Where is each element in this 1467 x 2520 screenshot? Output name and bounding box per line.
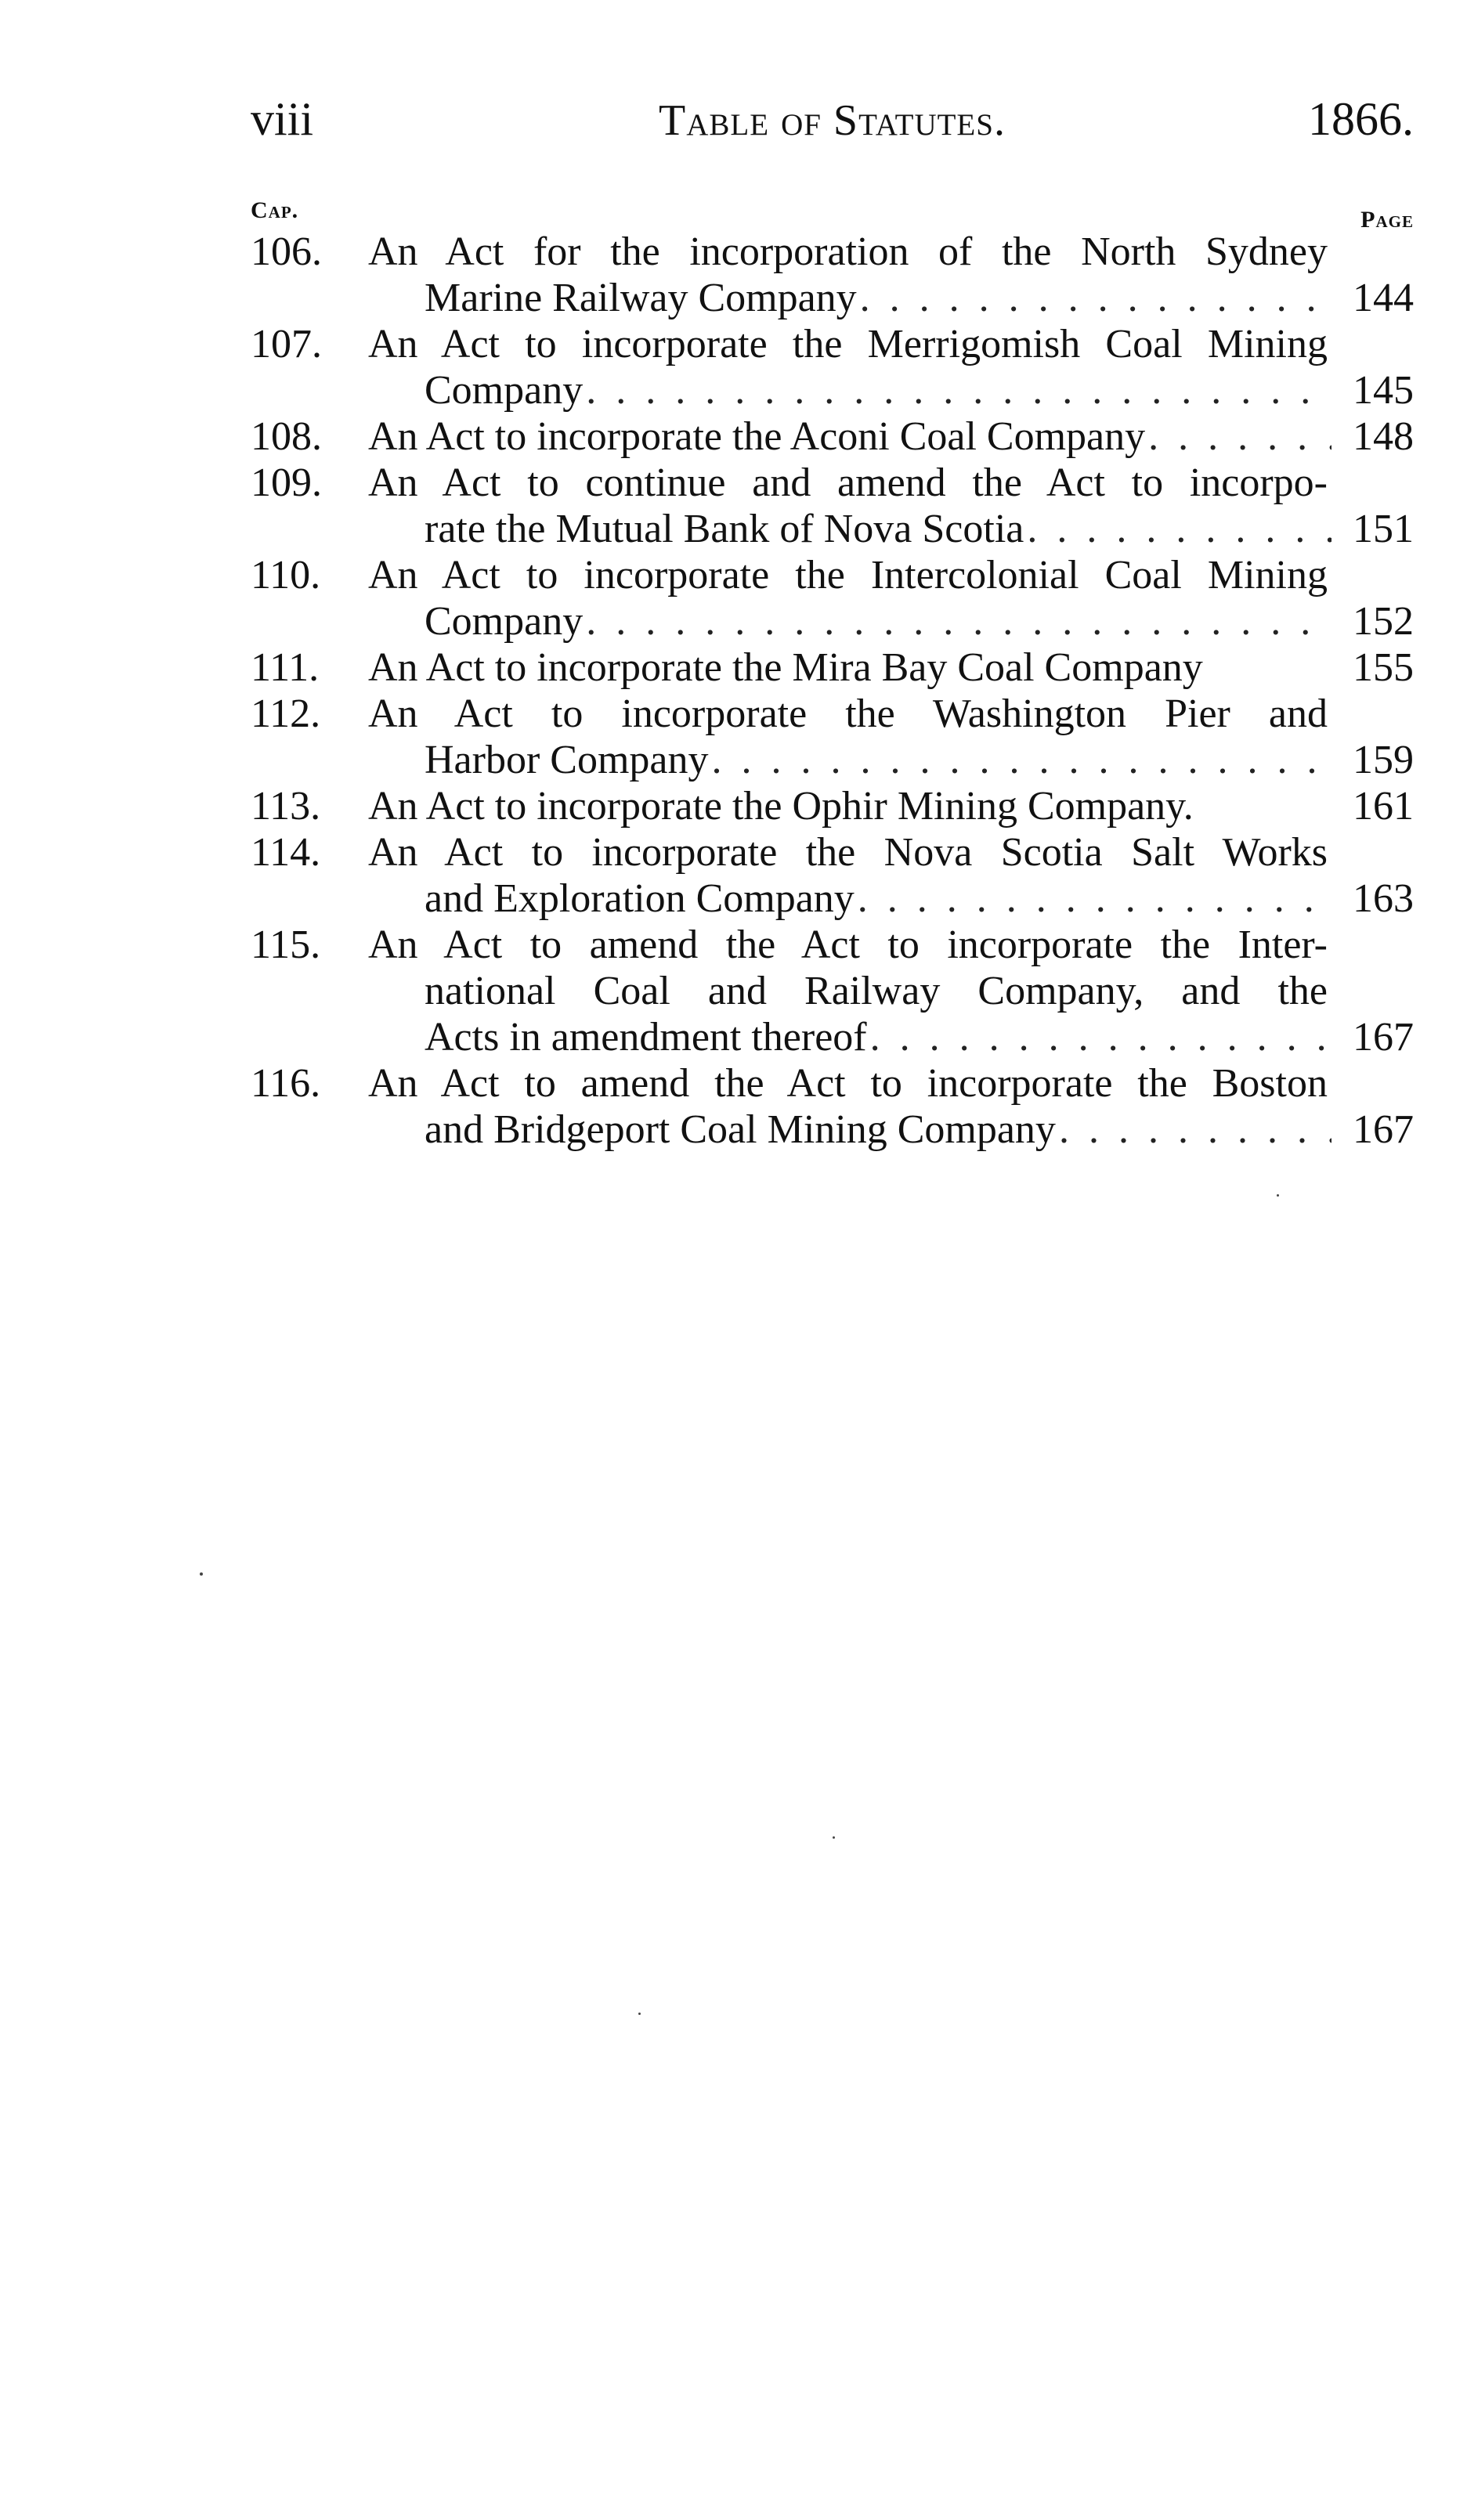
entry-line (368, 783, 1414, 829)
entry-title (368, 229, 1414, 321)
page-number: 167 (1353, 1107, 1414, 1152)
page-column-heading: Page (1360, 207, 1414, 233)
dot-leader (711, 737, 1332, 783)
entry-line (368, 737, 1414, 783)
running-header (251, 92, 1414, 163)
dot-leader (586, 598, 1332, 644)
entry-title (368, 922, 1414, 1060)
entry-line (368, 367, 1414, 413)
dot-leader (1148, 413, 1332, 460)
entry-line (368, 598, 1414, 644)
entry-line: An Act to incorporate the Merrigomish Coal Mining (368, 322, 1328, 366)
page-number: 148 (1353, 414, 1414, 459)
entry-title (368, 829, 1414, 922)
statute-list (251, 229, 1414, 1153)
statute-entry (251, 460, 1414, 552)
chapter-number: 106. (251, 229, 322, 274)
chapter-number: 115. (251, 922, 321, 967)
entry-line: national Coal and Railway Company, and the (425, 969, 1328, 1013)
entry-line: An Act to continue and amend the Act to incorpo- (368, 460, 1328, 505)
entry-title (368, 1060, 1414, 1153)
entry-title (368, 644, 1414, 691)
column-headings (251, 197, 1414, 233)
chapter-number: 109. (251, 460, 322, 505)
entry-line (368, 413, 1414, 460)
entry-line: An Act to incorporate the Washington Pier and (368, 691, 1328, 736)
scan-speck (833, 1836, 835, 1839)
entry-title (368, 691, 1414, 783)
scan-speck (1277, 1194, 1279, 1197)
chapter-number: 114. (251, 830, 321, 875)
entry-title (368, 413, 1414, 460)
statute-entry (251, 644, 1414, 691)
dot-leader (586, 367, 1332, 413)
page-number: 145 (1353, 368, 1414, 413)
statute-entry (251, 829, 1414, 922)
entry-title (368, 460, 1414, 552)
entry-line (368, 1014, 1414, 1060)
entry-line (368, 644, 1414, 691)
running-title: Table of Statutes. (659, 96, 1006, 145)
entry-line (368, 506, 1414, 552)
page-number: 161 (1353, 784, 1414, 829)
entry-line-text: An Act to incorporate the Ophir Mining Company. (368, 784, 1194, 829)
entry-line (368, 876, 1414, 922)
page-number: 167 (1353, 1015, 1414, 1060)
statute-entry (251, 229, 1414, 321)
chapter-number: 113. (251, 784, 321, 829)
entry-line (368, 275, 1414, 321)
entry-line-text: rate the Mutual Bank of Nova Scotia (425, 507, 1024, 551)
entry-line-text: and Bridgeport Coal Mining Company (425, 1107, 1056, 1152)
statute-entry (251, 922, 1414, 1060)
entry-line-text: and Exploration Company (425, 876, 855, 921)
header-year: 1866. (1308, 93, 1414, 145)
chapter-number: 111. (251, 645, 320, 690)
dot-leader (1059, 1107, 1332, 1153)
cap-column-heading: Cap. (251, 197, 299, 223)
page-number: 159 (1353, 738, 1414, 782)
chapter-number: 116. (251, 1061, 321, 1106)
dot-leader (870, 1014, 1332, 1060)
statute-entry (251, 691, 1414, 783)
entry-line-text: An Act to incorporate the Mira Bay Coal Company (368, 645, 1203, 690)
entry-line-text: Marine Railway Company (425, 276, 857, 320)
statute-entry (251, 1060, 1414, 1153)
chapter-number: 112. (251, 691, 321, 736)
entry-line: An Act for the incorporation of the North Sydney (368, 229, 1328, 274)
entry-line (368, 1107, 1414, 1153)
statute-entry (251, 552, 1414, 644)
dot-leader (858, 876, 1332, 922)
page-number: 152 (1353, 599, 1414, 644)
entry-line-text: Harbor Company (425, 738, 709, 782)
entry-title (368, 783, 1414, 829)
entry-line: An Act to amend the Act to incorporate the Boston (368, 1061, 1328, 1106)
statute-entry (251, 783, 1414, 829)
entry-line: An Act to incorporate the Intercolonial Coal Mining (368, 553, 1328, 598)
scan-speck (638, 2013, 641, 2015)
dot-leader (860, 275, 1332, 321)
entry-line: An Act to incorporate the Nova Scotia Salt Works (368, 830, 1328, 875)
chapter-number: 110. (251, 553, 321, 598)
entry-title (368, 552, 1414, 644)
page-folio: viii (251, 93, 314, 145)
page-number: 151 (1353, 507, 1414, 551)
entry-line: An Act to amend the Act to incorporate the Inter- (368, 922, 1328, 967)
page-number: 155 (1353, 645, 1414, 690)
statute-entry (251, 321, 1414, 413)
entry-title (368, 321, 1414, 413)
scan-speck (200, 1572, 203, 1576)
entry-line-text: Company (425, 368, 584, 413)
entry-line-text: Acts in amendment thereof (425, 1015, 867, 1060)
chapter-number: 107. (251, 322, 322, 366)
entry-line-text: An Act to incorporate the Aconi Coal Company (368, 414, 1146, 459)
chapter-number: 108. (251, 414, 322, 459)
dot-leader (1027, 506, 1332, 552)
page-number: 163 (1353, 876, 1414, 921)
statute-entry (251, 413, 1414, 460)
page-number: 144 (1353, 276, 1414, 320)
entry-line-text: Company (425, 599, 584, 644)
